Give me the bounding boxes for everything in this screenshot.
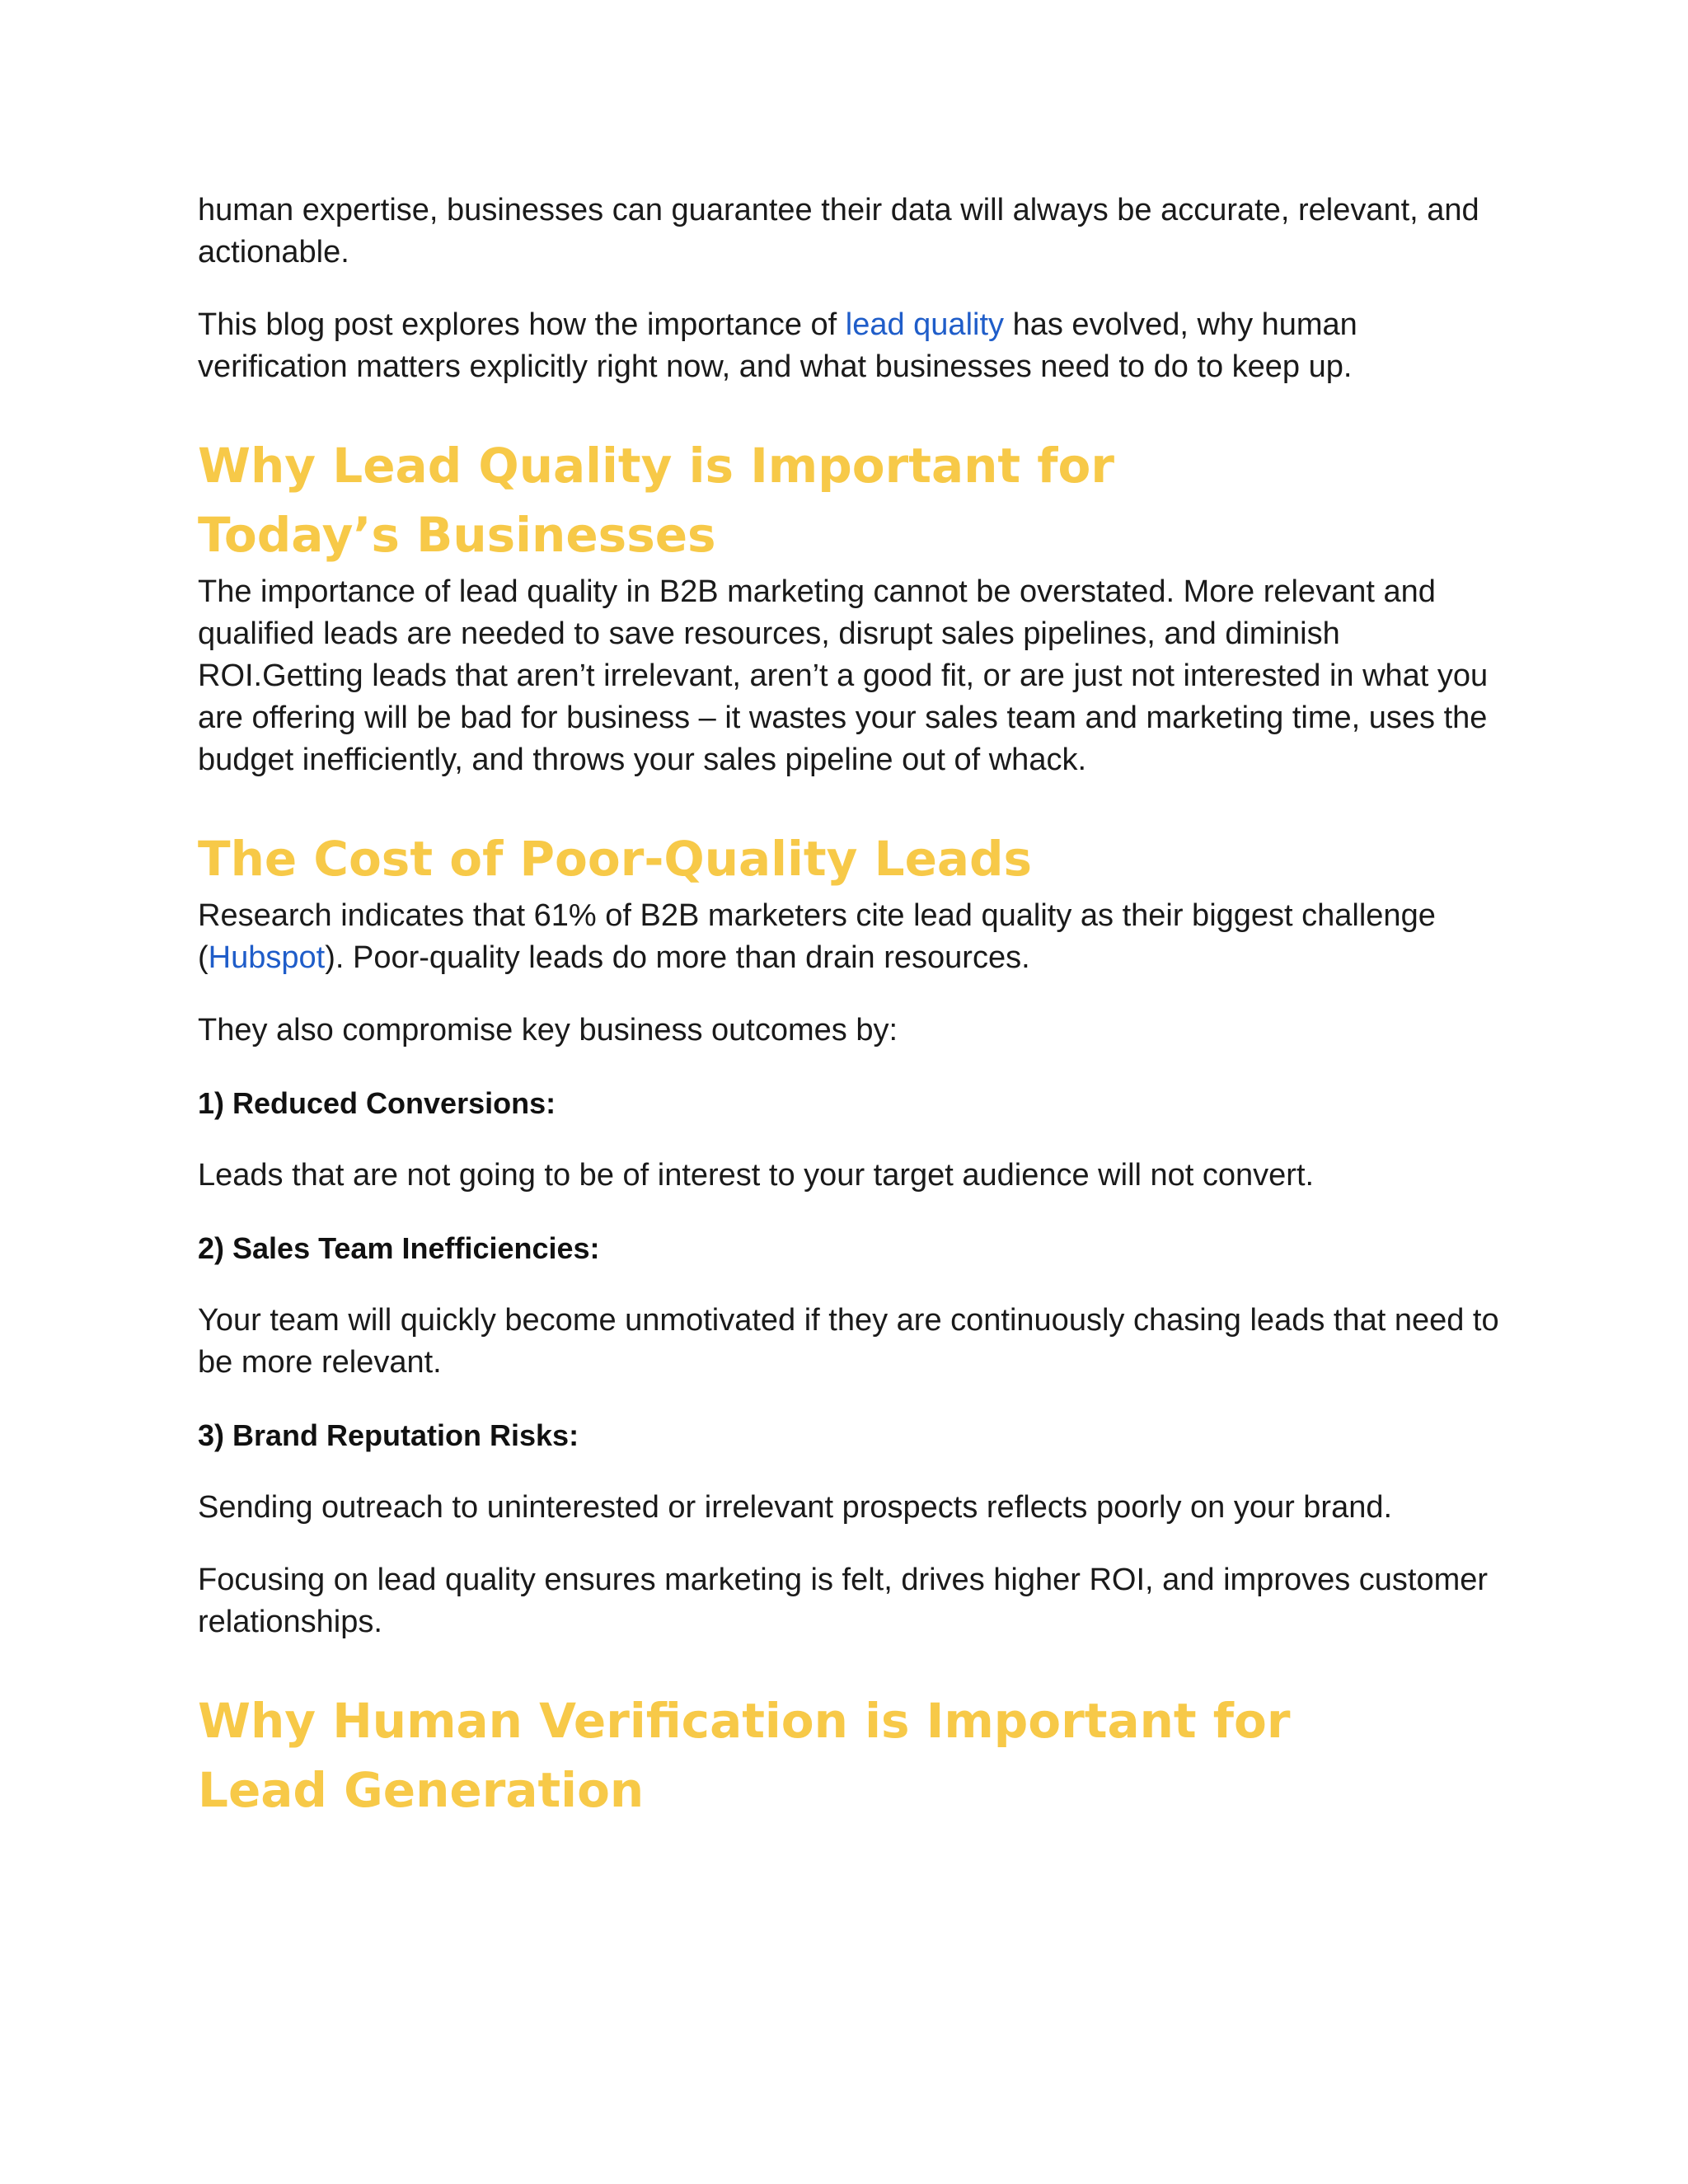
cost-paragraph — [198, 895, 1500, 979]
intro-text-after-link: has evolved, why human verification matters explicitly right now, and what businesses need to do to keep up. — [198, 307, 1357, 384]
item-title-reduced-conversions: 1) Reduced Conversions: — [198, 1086, 556, 1120]
section-heading-lead-quality: Why Lead Quality is Important for Today’s Businesses — [198, 438, 1114, 563]
document-page — [198, 190, 1500, 1825]
item-title-sales-team: 2) Sales Team Inefficiencies: — [198, 1231, 600, 1265]
cost-text-after-link: ). Poor-quality leads do more than drain resources. — [325, 940, 1030, 975]
item-text-brand-reputation: Sending outreach to uninterested or irrelevant prospects reflects poorly on your brand. — [198, 1490, 1393, 1525]
section-heading-cost: The Cost of Poor-Quality Leads — [198, 831, 1033, 887]
cost-text-before-link: Research indicates that 61% of B2B marketers cite lead quality as their biggest challenge ( — [198, 898, 1436, 975]
section-heading-human-verification: Why Human Verification is Important for Lead Generation — [198, 1693, 1291, 1818]
intro-paragraph-2 — [198, 304, 1500, 388]
item-text-reduced-conversions: Leads that are not going to be of interest to your target audience will not convert. — [198, 1158, 1315, 1193]
intro-text-before-link: This blog post explores how the importance of — [198, 307, 846, 342]
intro-paragraph: human expertise, businesses can guarantee their data will always be accurate, relevant, and actionable. — [198, 193, 1479, 269]
item-text-sales-team: Your team will quickly become unmotivated if they are continuously chasing leads that need to be more relevant. — [198, 1303, 1499, 1380]
outcomes-intro: They also compromise key business outcomes by: — [198, 1013, 898, 1047]
item-title-brand-reputation: 3) Brand Reputation Risks: — [198, 1418, 579, 1452]
hubspot-link[interactable]: Hubspot — [208, 940, 326, 975]
section-body-lead-quality: The importance of lead quality in B2B marketing cannot be overstated. More relevant and qualified leads are needed to save resources, disrupt sales pipelines, and diminish ROI.Getting leads that aren’t irrelevant, aren’t a good fit, or are just not interested in what you are offering will be bad for business – it wastes your sales team and marketing time, uses the budget inefficiently, and throws your sales pipeline out of whack. — [198, 574, 1489, 777]
closing-paragraph: Focusing on lead quality ensures marketing is felt, drives higher ROI, and improves customer relationships. — [198, 1563, 1489, 1639]
lead-quality-link[interactable]: lead quality — [845, 307, 1005, 342]
